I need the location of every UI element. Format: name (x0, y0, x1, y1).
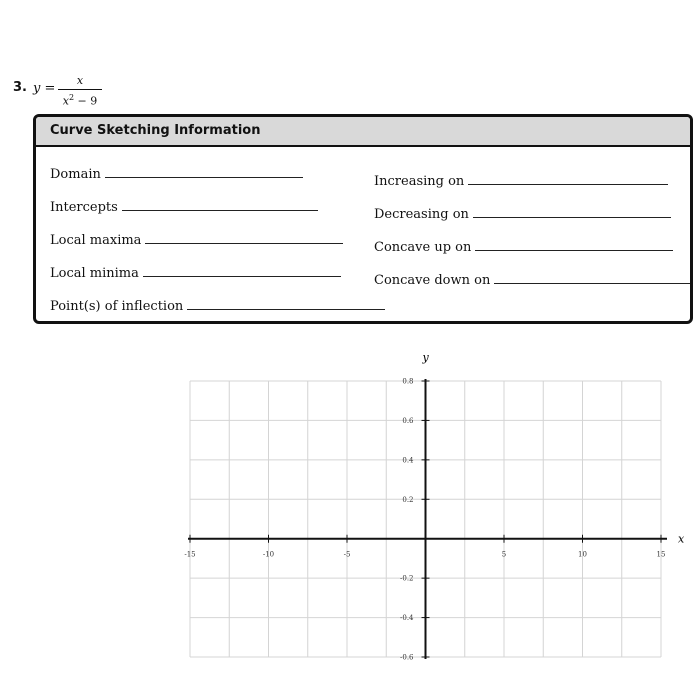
x-tick-label: 10 (578, 550, 587, 559)
fraction-numerator: x (76, 74, 84, 87)
y-tick-label: 0.2 (402, 495, 414, 504)
x-tick-label: 5 (501, 550, 507, 559)
concave-down-label: Concave down on (374, 273, 491, 288)
y-tick-label: 0.8 (402, 377, 414, 386)
x-axis-label: x (678, 532, 685, 546)
x-tick-label: -10 (262, 550, 275, 559)
inflection-label: Point(s) of inflection (50, 299, 184, 314)
y-tick-label: 0.4 (402, 456, 414, 465)
problem-number: 3. (13, 80, 27, 95)
increasing-label: Increasing on (374, 174, 465, 189)
local-maxima-label: Local maxima (50, 233, 142, 248)
x-tick-label: -5 (343, 550, 351, 559)
axes (188, 379, 667, 659)
card-title: Curve Sketching Information (36, 117, 690, 147)
y-axis-label: y (422, 351, 429, 364)
equation-lhs: y = (33, 81, 56, 96)
intercepts-label: Intercepts (50, 200, 118, 215)
x-tick-label: 15 (656, 550, 666, 559)
y-tick-label: 0.6 (402, 416, 414, 425)
y-tick-label: -0.4 (400, 614, 414, 623)
concave-up-label: Concave up on (374, 240, 472, 255)
denominator-exponent: 2 (68, 93, 75, 102)
local-minima-label: Local minima (50, 266, 139, 281)
domain-label: Domain (50, 167, 101, 182)
y-tick-label: -0.2 (400, 574, 414, 583)
y-tick-label: -0.6 (400, 653, 414, 662)
decreasing-label: Decreasing on (374, 207, 469, 222)
x-tick-label: -15 (184, 550, 196, 559)
denominator-variable: x (62, 94, 69, 108)
denominator-constant: − 9 (74, 94, 98, 108)
